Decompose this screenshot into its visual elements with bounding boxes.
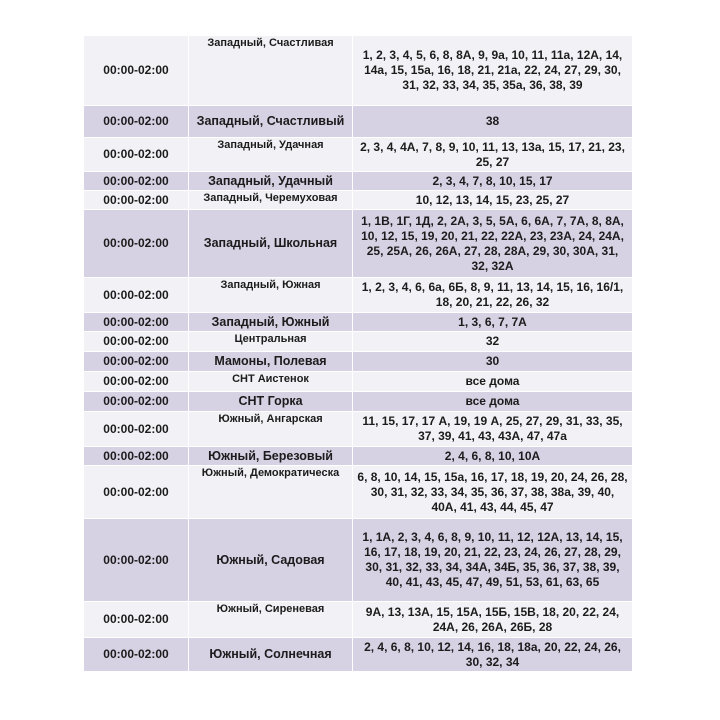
street-cell: Южный, Сиреневая xyxy=(189,602,353,638)
street-cell: Западный, Удачный xyxy=(189,172,353,191)
houses-cell: 1, 3, 6, 7, 7А xyxy=(353,313,633,332)
time-cell: 00:00-02:00 xyxy=(84,172,189,191)
street-cell: Западный, Южная xyxy=(189,278,353,313)
time-cell: 00:00-02:00 xyxy=(84,447,189,466)
houses-cell: 11, 15, 17, 17 А, 19, 19 А, 25, 27, 29, 31, 33, 35, 37, 39, 41, 43, 43А, 47, 47а xyxy=(353,412,633,447)
table-row xyxy=(84,313,633,332)
street-cell: Западный, Удачная xyxy=(189,138,353,172)
houses-cell: 32 xyxy=(353,332,633,352)
time-cell: 00:00-02:00 xyxy=(84,602,189,638)
houses-cell: 38 xyxy=(353,106,633,138)
table-row xyxy=(84,466,633,519)
houses-cell: 1, 1В, 1Г, 1Д, 2, 2А, 3, 5, 5А, 6, 6А, 7, 7А, 8, 8А, 10, 12, 15, 19, 20, 21, 22, 22А, 23, 23А, 24, 24А, 25, 25А, 26, 26А, 27, 28, 28А, 29, 30, 30А, 31, 32, 32А xyxy=(353,210,633,278)
time-cell: 00:00-02:00 xyxy=(84,332,189,352)
table-row xyxy=(84,106,633,138)
houses-cell: 30 xyxy=(353,352,633,372)
houses-cell: 9А, 13, 13А, 15, 15А, 15Б, 15В, 18, 20, 22, 24, 24А, 26, 26А, 26Б, 28 xyxy=(353,602,633,638)
time-cell: 00:00-02:00 xyxy=(84,412,189,447)
street-cell: Мамоны, Полевая xyxy=(189,352,353,372)
time-cell: 00:00-02:00 xyxy=(84,372,189,392)
street-cell: Центральная xyxy=(189,332,353,352)
table-row xyxy=(84,332,633,352)
time-cell: 00:00-02:00 xyxy=(84,466,189,519)
houses-cell: 1, 2, 3, 4, 6, 6а, 6Б, 8, 9, 11, 13, 14, 15, 16, 16/1, 18, 20, 21, 22, 26, 32 xyxy=(353,278,633,313)
table-row xyxy=(84,138,633,172)
time-cell: 00:00-02:00 xyxy=(84,106,189,138)
table-row xyxy=(84,392,633,412)
table-row xyxy=(84,36,633,106)
table-row xyxy=(84,172,633,191)
street-cell: Западный, Южный xyxy=(189,313,353,332)
houses-cell: 2, 4, 6, 8, 10, 10А xyxy=(353,447,633,466)
time-cell: 00:00-02:00 xyxy=(84,352,189,372)
table-row xyxy=(84,602,633,638)
table-row xyxy=(84,278,633,313)
street-cell: Южный, Садовая xyxy=(189,519,353,602)
time-cell: 00:00-02:00 xyxy=(84,36,189,106)
street-cell: Западный, Счастливый xyxy=(189,106,353,138)
houses-cell: 6, 8, 10, 14, 15, 15а, 16, 17, 18, 19, 20, 24, 26, 28, 30, 31, 32, 33, 34, 35, 36, 37, 38, 38а, 39, 40, 40А, 41, 43, 44, 45, 47 xyxy=(353,466,633,519)
table-row xyxy=(84,638,633,672)
street-cell: Южный, Березовый xyxy=(189,447,353,466)
time-cell: 00:00-02:00 xyxy=(84,191,189,210)
houses-cell: 10, 12, 13, 14, 15, 23, 25, 27 xyxy=(353,191,633,210)
street-cell: Южный, Ангарская xyxy=(189,412,353,447)
street-cell: СНТ Горка xyxy=(189,392,353,412)
houses-cell: все дома xyxy=(353,372,633,392)
houses-cell: 1, 2, 3, 4, 5, 6, 8, 8А, 9, 9а, 10, 11, 11а, 12А, 14, 14а, 15, 15а, 16, 18, 21, 21а, 22, 24, 27, 29, 30, 31, 32, 33, 34, 35, 35а, 36, 38, 39 xyxy=(353,36,633,106)
time-cell: 00:00-02:00 xyxy=(84,138,189,172)
houses-cell: 2, 4, 6, 8, 10, 12, 14, 16, 18, 18а, 20, 22, 24, 26, 30, 32, 34 xyxy=(353,638,633,672)
time-cell: 00:00-02:00 xyxy=(84,638,189,672)
table-row xyxy=(84,352,633,372)
houses-cell: 1, 1А, 2, 3, 4, 6, 8, 9, 10, 11, 12, 12А, 13, 14, 15, 16, 17, 18, 19, 20, 21, 22, 23, 24, 26, 27, 28, 29, 30, 31, 32, 33, 34, 34А, 34Б, 35, 36, 37, 38, 39, 40, 41, 43, 45, 47, 49, 51, 53, 61, 63, 65 xyxy=(353,519,633,602)
time-cell: 00:00-02:00 xyxy=(84,210,189,278)
time-cell: 00:00-02:00 xyxy=(84,519,189,602)
street-cell: Западный, Счастливая xyxy=(189,36,353,106)
table-row xyxy=(84,412,633,447)
time-cell: 00:00-02:00 xyxy=(84,313,189,332)
houses-cell: 2, 3, 4, 4А, 7, 8, 9, 10, 11, 13, 13а, 15, 17, 21, 23, 25, 27 xyxy=(353,138,633,172)
table-row xyxy=(84,372,633,392)
street-cell: Западный, Черемуховая xyxy=(189,191,353,210)
table-row xyxy=(84,447,633,466)
street-cell: Южный, Демократическа xyxy=(189,466,353,519)
time-cell: 00:00-02:00 xyxy=(84,278,189,313)
street-cell: СНТ Аистенок xyxy=(189,372,353,392)
outage-schedule-table xyxy=(83,35,633,672)
houses-cell: 2, 3, 4, 7, 8, 10, 15, 17 xyxy=(353,172,633,191)
street-cell: Западный, Школьная xyxy=(189,210,353,278)
street-cell: Южный, Солнечная xyxy=(189,638,353,672)
table-row xyxy=(84,210,633,278)
time-cell: 00:00-02:00 xyxy=(84,392,189,412)
houses-cell: все дома xyxy=(353,392,633,412)
table-row xyxy=(84,191,633,210)
table-row xyxy=(84,519,633,602)
